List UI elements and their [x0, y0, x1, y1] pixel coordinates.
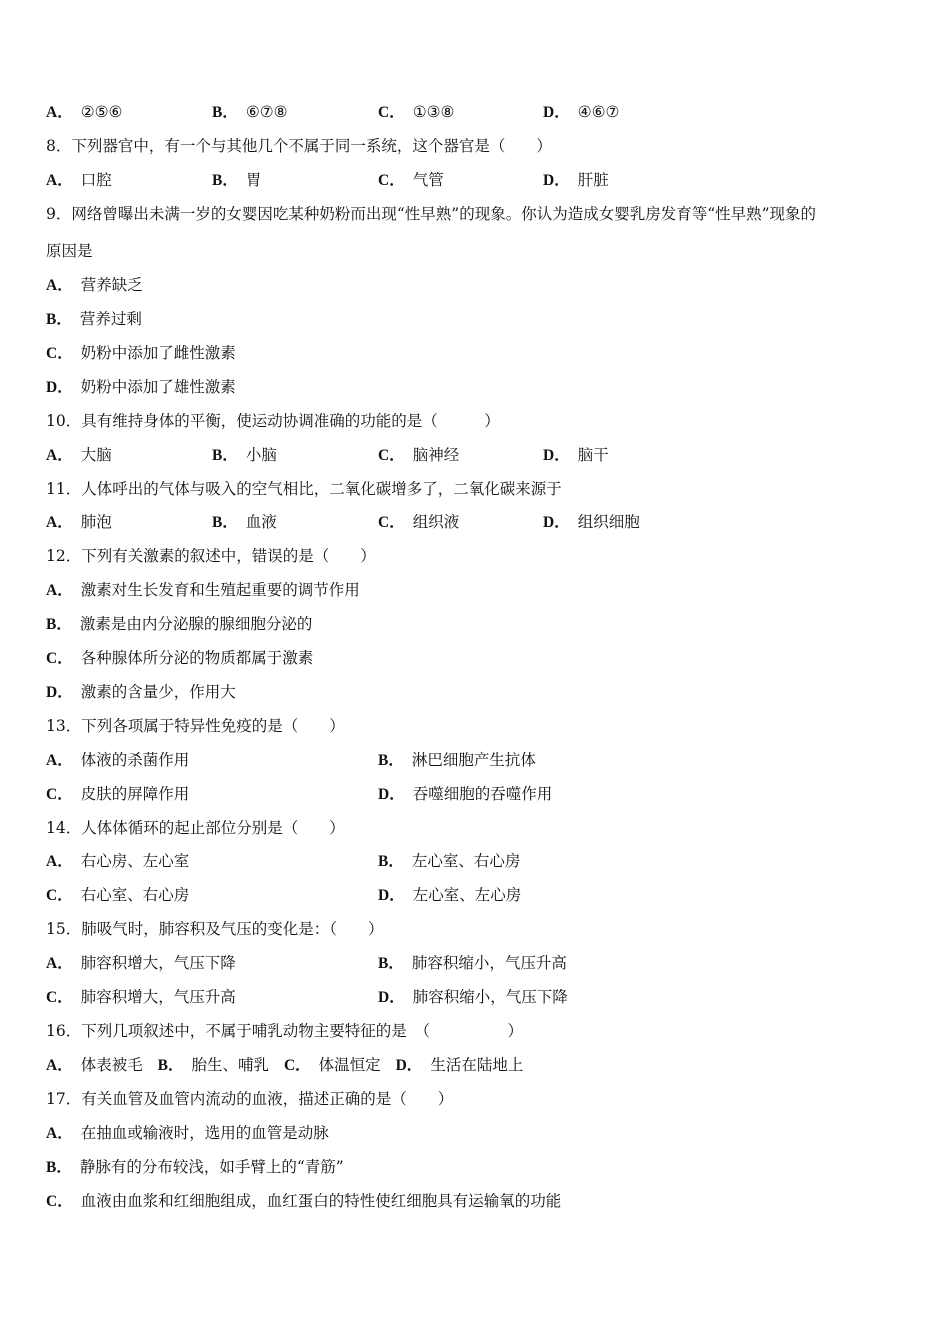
option-label: A． — [46, 447, 73, 464]
option-label: C． — [378, 514, 405, 531]
q9-stem-line1: 9．网络曾曝出未满一岁的女婴因吃某种奶粉而出现“性早熟”的现象。你认为造成女婴乳房发育等“性早熟”现象的 — [46, 205, 817, 223]
q16-stem: 16．下列几项叙述中，不属于哺乳动物主要特征的是 （ ） — [46, 1022, 523, 1040]
q13-option-d — [378, 784, 552, 805]
option-label: D． — [378, 786, 405, 803]
q9-option-b — [46, 309, 142, 330]
option-text: 激素的含量少，作用大 — [80, 683, 236, 701]
option-label: A． — [46, 1057, 73, 1074]
option-text: 激素对生长发育和生殖起重要的调节作用 — [80, 581, 360, 599]
option-text: 组织细胞 — [577, 513, 640, 531]
q12-stem: 12．下列有关激素的叙述中，错误的是（ ） — [46, 547, 376, 565]
option-text: 静脉有的分布较浅，如手臂上的“青筋” — [79, 1158, 344, 1176]
q17-option-a — [46, 1123, 329, 1144]
option-label: C． — [46, 786, 73, 803]
option-text: ①③⑧ — [412, 103, 455, 121]
option-text: 营养过剩 — [79, 310, 142, 328]
q11-option-c — [378, 512, 459, 533]
option-label: D． — [395, 1057, 423, 1074]
q16-options-row — [46, 1055, 523, 1076]
q11-option-a — [46, 512, 112, 533]
q12-option-b — [46, 614, 312, 635]
q9-option-a — [46, 275, 143, 296]
q7-option-d — [543, 102, 619, 123]
option-label: D． — [46, 684, 73, 701]
option-text: 右心室、右心房 — [80, 886, 190, 904]
option-text: 奶粉中添加了雄性激素 — [80, 378, 236, 396]
option-text: 皮肤的屏障作用 — [80, 785, 190, 803]
option-label: B． — [212, 172, 238, 189]
q14-option-c — [46, 885, 189, 906]
option-label: B． — [212, 514, 238, 531]
option-label: D． — [543, 447, 570, 464]
option-text: 生活在陆地上 — [430, 1056, 524, 1074]
q14-option-a — [46, 851, 189, 872]
q7-option-a — [46, 102, 122, 123]
option-label: B． — [378, 955, 404, 972]
q17-stem: 17．有关血管及血管内流动的血液，描述正确的是（ ） — [46, 1090, 454, 1108]
q11-stem: 11．人体呼出的气体与吸入的空气相比，二氧化碳增多了，二氧化碳来源于 — [46, 480, 562, 498]
q15-option-b — [378, 953, 567, 974]
q8-option-c — [378, 170, 444, 191]
option-label: C． — [46, 1193, 73, 1210]
q13-option-b — [378, 750, 536, 771]
q12-option-d — [46, 682, 236, 703]
option-label: C． — [283, 1057, 311, 1074]
option-text: 体温恒定 — [318, 1056, 381, 1074]
option-text: ④⑥⑦ — [577, 103, 620, 121]
q15-stem: 15．肺吸气时，肺容积及气压的变化是：（ ） — [46, 920, 384, 938]
option-text: 左心室、右心房 — [411, 852, 521, 870]
q11-option-d — [543, 512, 640, 533]
option-text: 组织液 — [412, 513, 460, 531]
option-text: 口腔 — [80, 171, 112, 189]
option-label: B． — [212, 104, 238, 121]
option-label: A． — [46, 104, 73, 121]
q15-option-d — [378, 987, 568, 1008]
q10-option-a — [46, 445, 112, 466]
option-text: 血液 — [245, 513, 277, 531]
option-label: C． — [378, 172, 405, 189]
option-label: C． — [46, 887, 73, 904]
option-label: D． — [378, 887, 405, 904]
option-label: C． — [378, 104, 405, 121]
q8-stem: 8．下列器官中，有一个与其他几个不属于同一系统，这个器官是（ ） — [46, 137, 552, 155]
option-text: 脑干 — [577, 446, 609, 464]
q17-option-b — [46, 1157, 344, 1178]
option-label: C． — [378, 447, 405, 464]
option-text: 肺泡 — [80, 513, 112, 531]
option-text: 肺容积增大，气压升高 — [80, 988, 236, 1006]
option-text: 血液由血浆和红细胞组成，血红蛋白的特性使红细胞具有运输氧的功能 — [80, 1192, 562, 1210]
q7-option-b — [212, 102, 288, 123]
option-text: 气管 — [412, 171, 444, 189]
option-text: 吞噬细胞的吞噬作用 — [412, 785, 553, 803]
option-text: 胃 — [245, 171, 262, 189]
option-label: D． — [46, 379, 73, 396]
q17-option-c — [46, 1191, 561, 1212]
option-label: B． — [378, 752, 404, 769]
option-label: D． — [378, 989, 405, 1006]
q14-stem: 14．人体体循环的起止部位分别是（ ） — [46, 819, 345, 837]
option-text: 体表被毛 — [80, 1056, 143, 1074]
q9-stem-line2: 原因是 — [46, 242, 93, 260]
option-text: ⑥⑦⑧ — [245, 103, 288, 121]
q8-option-a — [46, 170, 112, 191]
option-label: A． — [46, 1125, 73, 1142]
option-text: 在抽血或输液时，选用的血管是动脉 — [80, 1124, 329, 1142]
option-label: B． — [378, 853, 404, 870]
option-text: 淋巴细胞产生抗体 — [411, 751, 536, 769]
option-label: A． — [46, 277, 73, 294]
option-label: A． — [46, 853, 73, 870]
q14-option-b — [378, 851, 520, 872]
option-text: 左心室、左心房 — [412, 886, 522, 904]
q8-option-b — [212, 170, 261, 191]
q11-option-b — [212, 512, 277, 533]
option-text: 体液的杀菌作用 — [80, 751, 190, 769]
option-label: C． — [46, 650, 73, 667]
option-text: 肺容积缩小，气压下降 — [412, 988, 568, 1006]
option-label: B． — [157, 1057, 184, 1074]
option-label: A． — [46, 752, 73, 769]
option-text: 肺容积增大，气压下降 — [80, 954, 236, 972]
option-label: A． — [46, 514, 73, 531]
option-text: 营养缺乏 — [80, 276, 143, 294]
option-text: 肝脏 — [577, 171, 609, 189]
option-label: A． — [46, 172, 73, 189]
q12-option-c — [46, 648, 313, 669]
option-text: 小脑 — [245, 446, 277, 464]
option-text: 肺容积缩小，气压升高 — [411, 954, 567, 972]
q10-option-b — [212, 445, 277, 466]
q9-option-d — [46, 377, 236, 398]
option-text: 脑神经 — [412, 446, 460, 464]
option-text: 激素是由内分泌腺的腺细胞分泌的 — [79, 615, 313, 633]
option-text: 各种腺体所分泌的物质都属于激素 — [80, 649, 314, 667]
q14-option-d — [378, 885, 521, 906]
option-label: B． — [46, 1159, 72, 1176]
option-label: D． — [543, 172, 570, 189]
q15-option-a — [46, 953, 236, 974]
option-label: D． — [543, 514, 570, 531]
option-label: D． — [543, 104, 570, 121]
q13-option-c — [46, 784, 189, 805]
q9-option-c — [46, 343, 236, 364]
option-label: C． — [46, 345, 73, 362]
option-text: 奶粉中添加了雌性激素 — [80, 344, 236, 362]
option-label: B． — [46, 311, 72, 328]
option-label: A． — [46, 582, 73, 599]
option-label: B． — [46, 616, 72, 633]
option-text: 右心房、左心室 — [80, 852, 190, 870]
option-text: 大脑 — [80, 446, 112, 464]
q8-option-d — [543, 170, 609, 191]
option-label: C． — [46, 989, 73, 1006]
q13-stem: 13．下列各项属于特异性免疫的是（ ） — [46, 717, 345, 735]
q10-stem: 10．具有维持身体的平衡，使运动协调准确的功能的是（ ） — [46, 412, 500, 430]
option-text: ②⑤⑥ — [80, 103, 123, 121]
option-text: 胎生、哺乳 — [191, 1056, 270, 1074]
q15-option-c — [46, 987, 236, 1008]
q10-option-d — [543, 445, 609, 466]
q12-option-a — [46, 580, 360, 601]
q7-option-c — [378, 102, 454, 123]
q13-option-a — [46, 750, 189, 771]
q10-option-c — [378, 445, 459, 466]
option-label: B． — [212, 447, 238, 464]
option-label: A． — [46, 955, 73, 972]
